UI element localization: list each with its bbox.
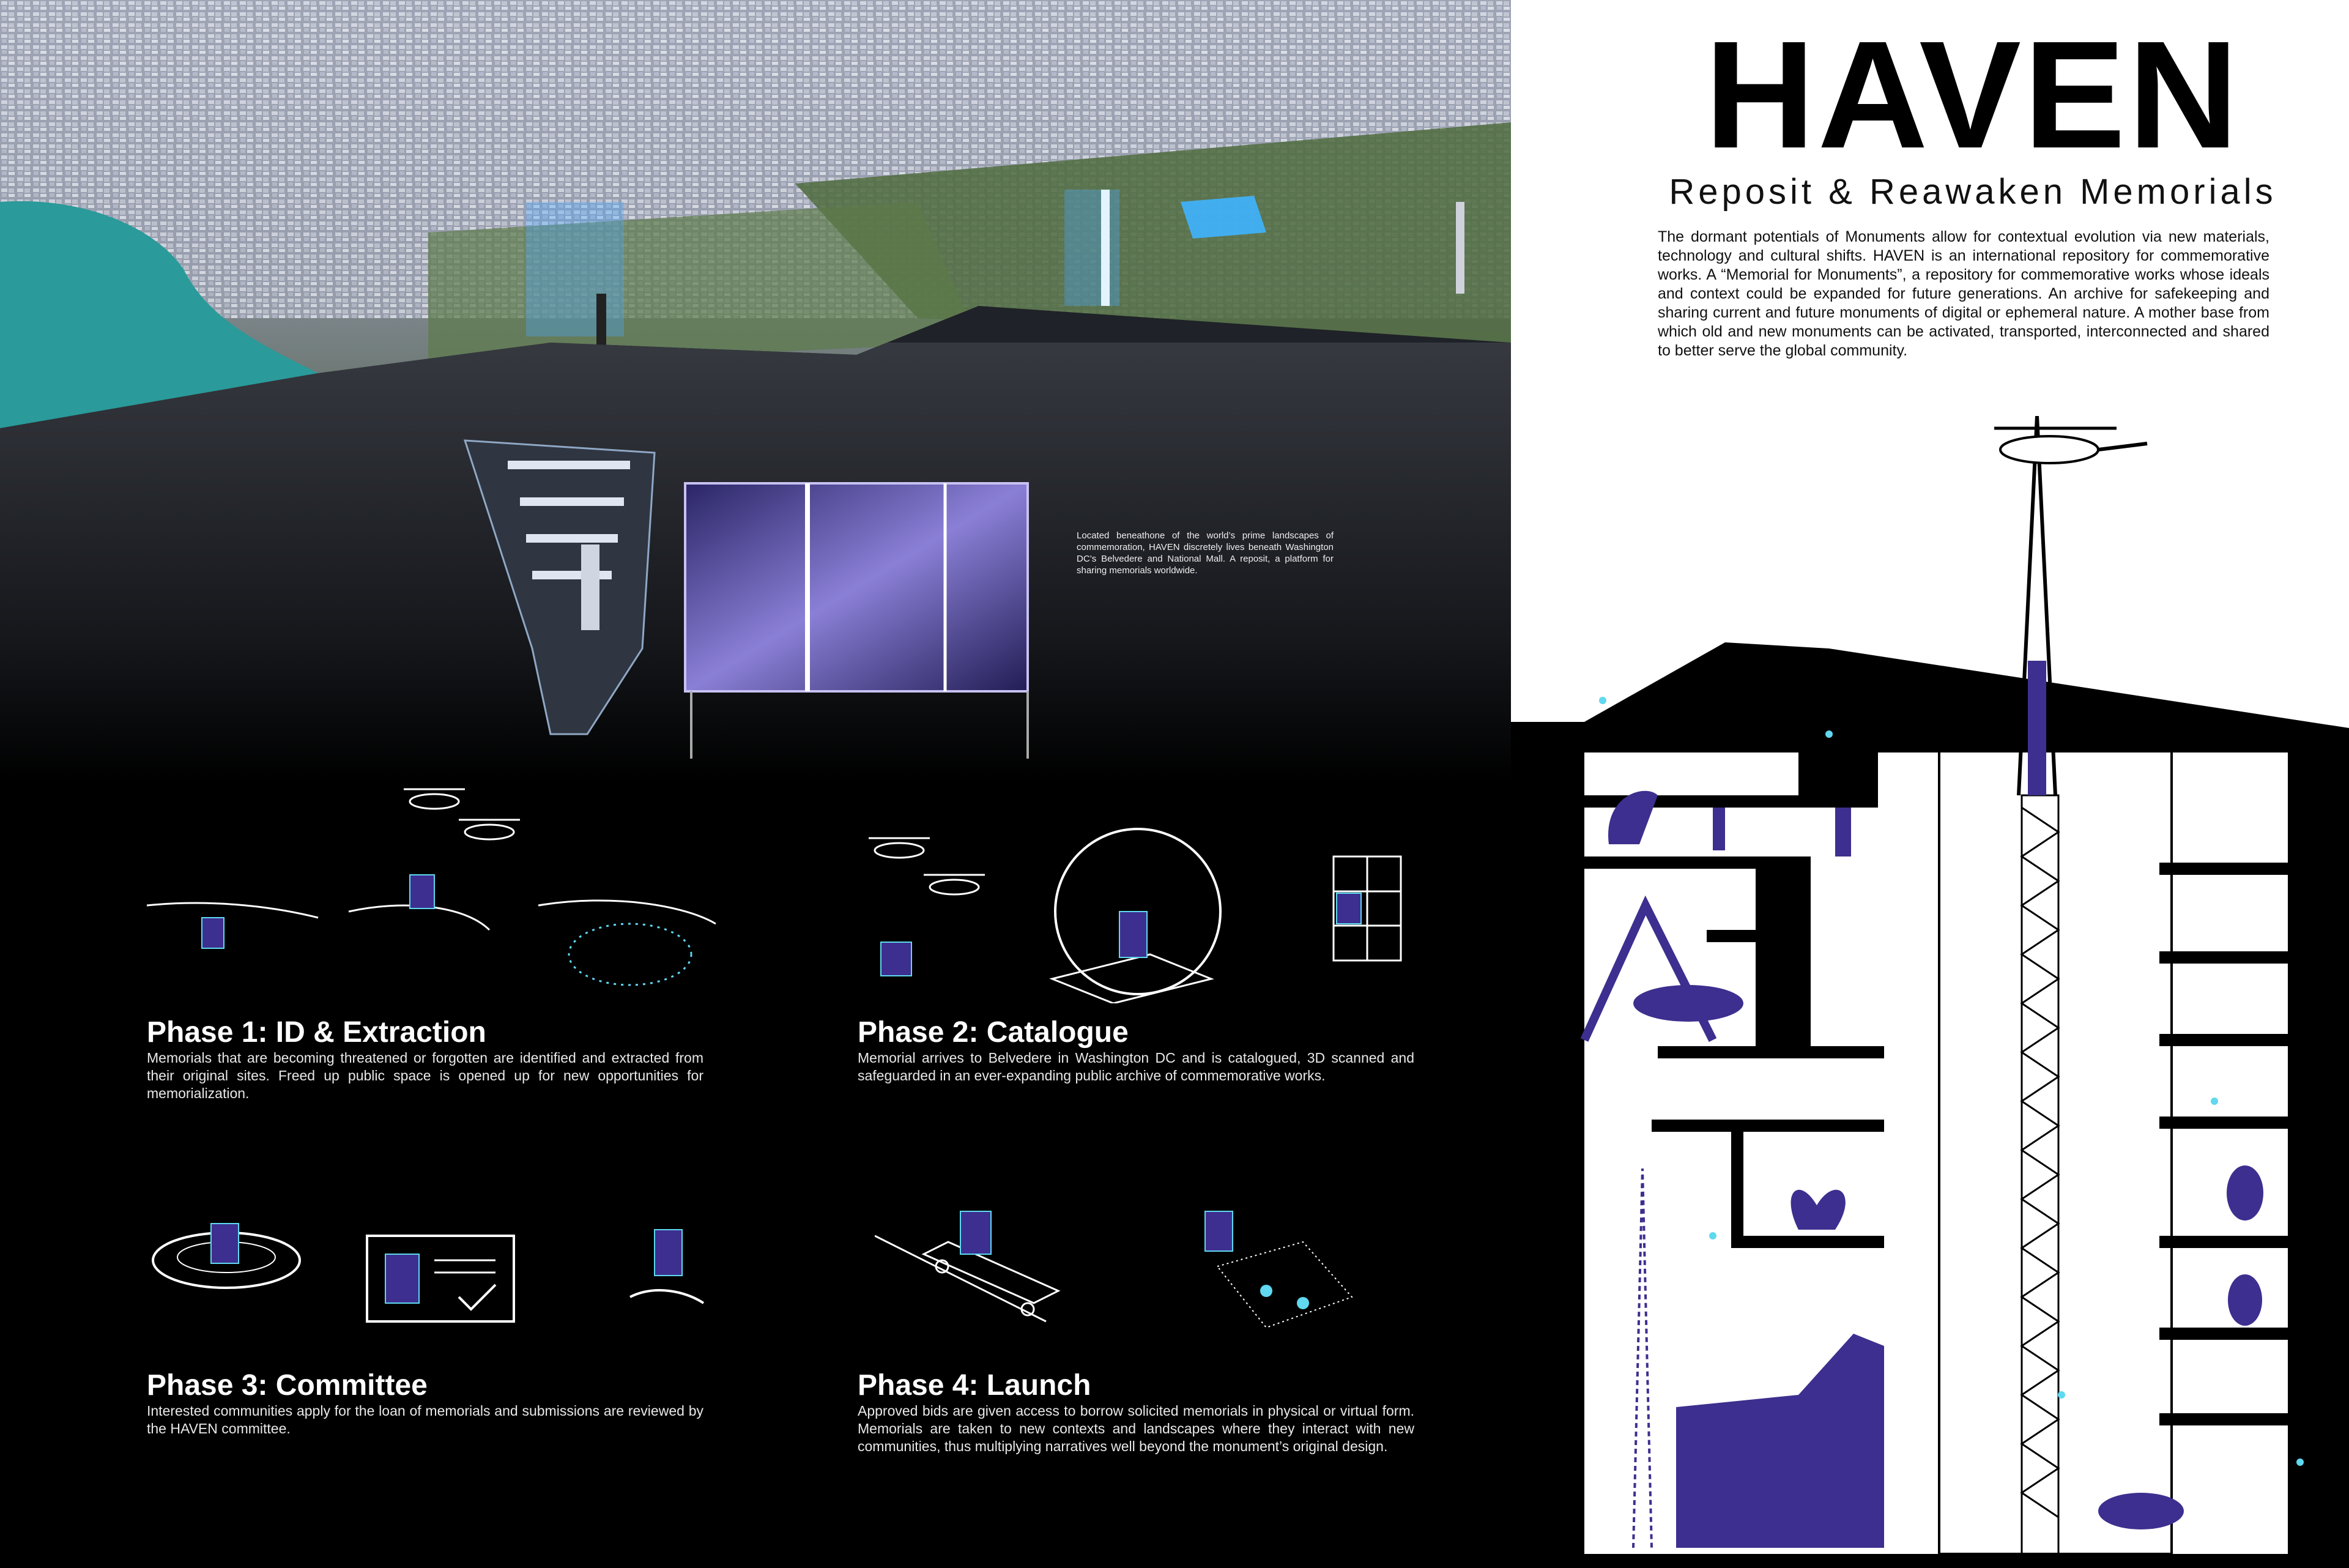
phase-1-description: Memorials that are becoming threatened or forgotten are identified and extracted from their original sites. Freed up public space is opened up for new opportunities for memorialization. [147,1050,703,1101]
phase-1-title: Phase 1: ID & Extraction [147,1016,486,1049]
phase-2-block [858,1016,1414,1085]
phase-4-block [858,1369,1414,1455]
phase-3-illustrations [147,1211,722,1334]
crowd-icon [1205,1211,1352,1328]
helicopter-icon [404,789,520,839]
monument-icon [202,918,224,948]
archive-screens [685,483,1028,691]
phase-4-illustrations [875,1199,1389,1340]
phase-2-title: Phase 2: Catalogue [858,1016,1129,1049]
application-form-icon [367,1236,514,1321]
page-subtitle: Reposit & Reawaken Memorials [1669,172,2277,212]
truck-icon [875,1211,1058,1321]
phase-1-block [147,1016,703,1102]
phase-4-description: Approved bids are given access to borrow solicited memorials in physical or virtual form. Memorials are taken to new contexts and landscapes where they interact with new communities, thus multiplying narratives well beyond the monument’s original design. [858,1403,1414,1454]
helicopter-icon [869,838,985,894]
phase-3-block [147,1369,703,1438]
phase-1-illustrations [147,783,722,1009]
hand-icon [630,1230,703,1303]
location-caption: Located beneathone of the world’s prime landscapes of commemoration, HAVEN discretely lives beneath Washington DC’s Belvedere and National Mall. A reposit, a platform for sharing memorials worldwide. [1077,530,1334,576]
phase-3-description: Interested communities apply for the loan of memorials and submissions are reviewed by the HAVEN committee. [147,1403,703,1436]
haven-section-drawing [1511,416,2349,1568]
page-title: HAVEN [1704,9,2241,180]
phase-4-title: Phase 4: Launch [858,1369,1091,1402]
phase-2-illustrations [844,795,1431,1003]
phase-2-description: Memorial arrives to Belvedere in Washington DC and is catalogued, 3D scanned and safeguarded in an ever-expanding public archive of commemorative works. [858,1050,1414,1083]
intro-paragraph: The dormant potentials of Monuments allow for contextual evolution via new materials, technology and cultural shifts. HAVEN is an international repository for commemorative works. A “Memorial for Monuments”, a repository for commemorative works whose ideals and context could be expanded for future generations. An archive for safekeeping and sharing current and future monuments of digital or ephemeral nature. A mother base from which old and new monuments can be activated, transported, interconnected and shared to better serve the global community. [1658,228,2269,359]
helicopter-icon [1994,428,2147,463]
phase-3-title: Phase 3: Committee [147,1369,428,1402]
